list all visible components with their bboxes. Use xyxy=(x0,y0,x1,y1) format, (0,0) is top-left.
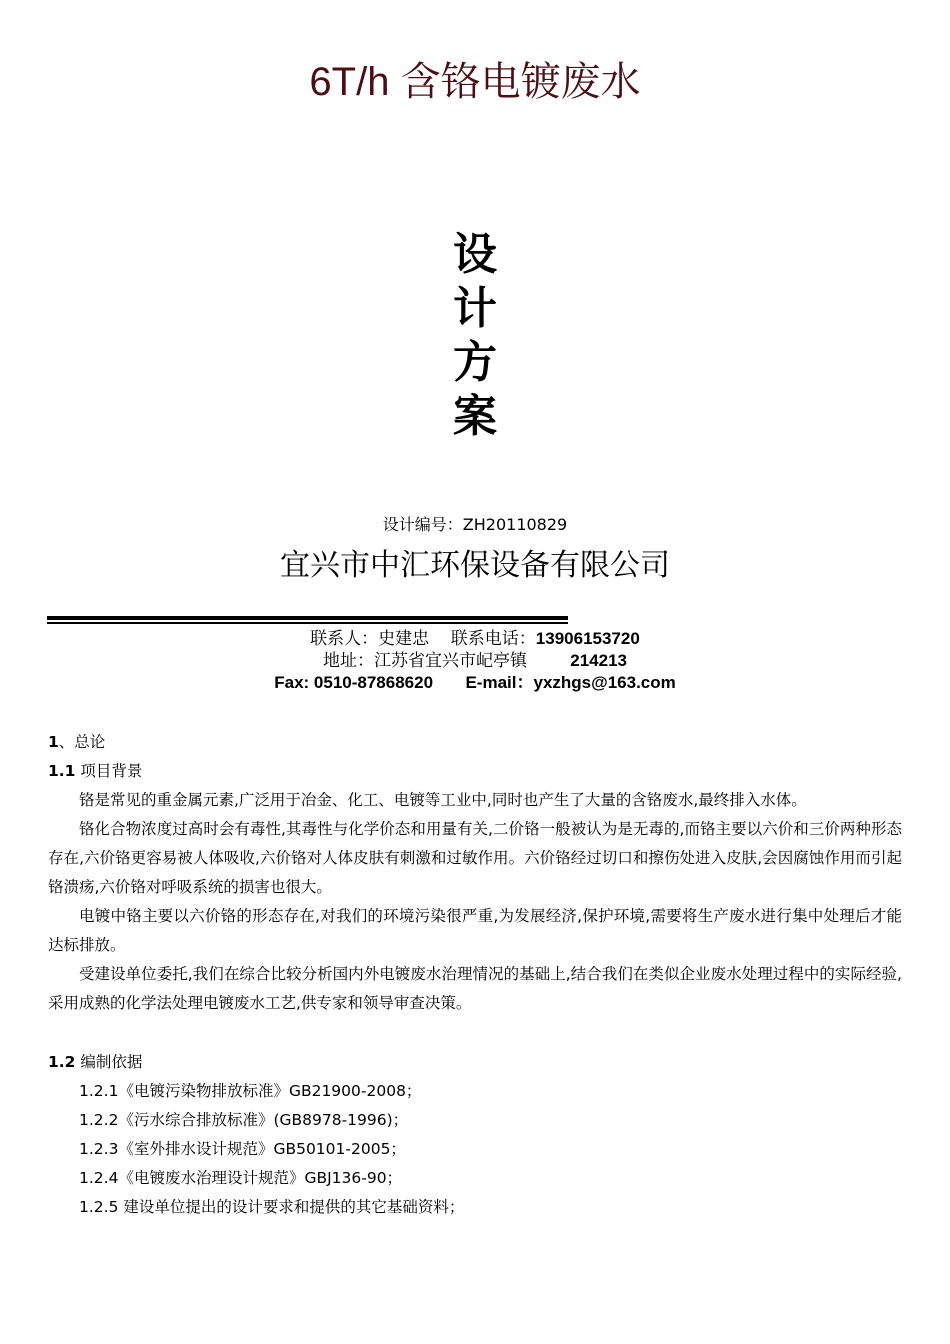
company-name: 宜兴市中汇环保设备有限公司 xyxy=(280,548,670,583)
subtitle-char: 计 xyxy=(453,283,497,334)
paragraph: 铬化合物浓度过高时会有毒性,其毒性与化学价态和用量有关,二价铬一般被认为是无毒的,而铬主要以六价和三价两种形态存在,六价铬更容易被人体吸收,六价铬对人体皮肤有刺激和过敏作用。六价铬经过切口和擦伤处进入皮肤,会因腐蚀作用而引起铬溃疡,六价铬对呼吸系统的损害也很大。 xyxy=(48,820,902,896)
contact-line-2 xyxy=(0,650,950,672)
paragraph: 铬是常见的重金属元素,广泛用于冶金、化工、电镀等工业中,同时也产生了大量的含铬废水,最终排入水体。 xyxy=(79,791,807,809)
basis-item: 1.2.3《室外排水设计规范》GB50101-2005； xyxy=(79,1140,406,1158)
section-heading xyxy=(48,728,902,757)
section-title: 项目背景 xyxy=(75,762,143,780)
fax: Fax: 0510-87868620 xyxy=(274,673,434,692)
divider-thick xyxy=(47,616,568,620)
document-title: 6T/h 含铬电镀废水 xyxy=(309,60,641,104)
phone-label: 联系电话： xyxy=(450,629,536,649)
document-body xyxy=(48,728,902,1222)
divider-thin xyxy=(47,622,568,624)
section-heading xyxy=(48,757,902,786)
email-label: E-mail： xyxy=(465,673,534,692)
subtitle-vertical xyxy=(0,228,950,444)
basis-item: 1.2.5 建设单位提出的设计要求和提供的其它基础资料； xyxy=(79,1198,465,1216)
phone-number: 13906153720 xyxy=(535,629,640,648)
basis-item: 1.2.1《电镀污染物排放标准》GB21900-2008； xyxy=(79,1082,422,1100)
subtitle-char: 案 xyxy=(453,391,497,442)
postcode: 214213 xyxy=(570,651,627,670)
contact-line-3 xyxy=(0,672,950,694)
subtitle-char: 设 xyxy=(453,229,497,280)
address: 地址：江苏省宜兴市屺亭镇 xyxy=(323,651,528,671)
contact-person: 联系人：史建忠 xyxy=(310,629,430,649)
paragraph: 电镀中铬主要以六价铬的形态存在,对我们的环境污染很严重,为发展经济,保护环境,需要将生产废水进行集中处理后才能达标排放。 xyxy=(48,907,902,954)
subtitle-char: 方 xyxy=(453,337,497,388)
email: yxzhgs@163.com xyxy=(533,673,676,692)
section-number: 1 xyxy=(48,733,59,751)
section-number: 1.2 xyxy=(48,1053,76,1071)
section-heading xyxy=(48,1048,902,1077)
contact-block xyxy=(0,628,950,694)
basis-item: 1.2.4《电镀废水治理设计规范》GBJ136-90； xyxy=(79,1169,403,1187)
design-code: 设计编号：ZH20110829 xyxy=(382,515,568,534)
section-title: 、总论 xyxy=(58,733,106,751)
paragraph: 受建设单位委托,我们在综合比较分析国内外电镀废水治理情况的基础上,结合我们在类似企业废水处理过程中的实际经验,采用成熟的化学法处理电镀废水工艺,供专家和领导审查决策。 xyxy=(48,965,902,1012)
section-title: 编制依据 xyxy=(75,1053,143,1071)
section-number: 1.1 xyxy=(48,762,76,780)
contact-line-1 xyxy=(0,628,950,650)
basis-item: 1.2.2《污水综合排放标准》(GB8978-1996)； xyxy=(79,1111,409,1129)
